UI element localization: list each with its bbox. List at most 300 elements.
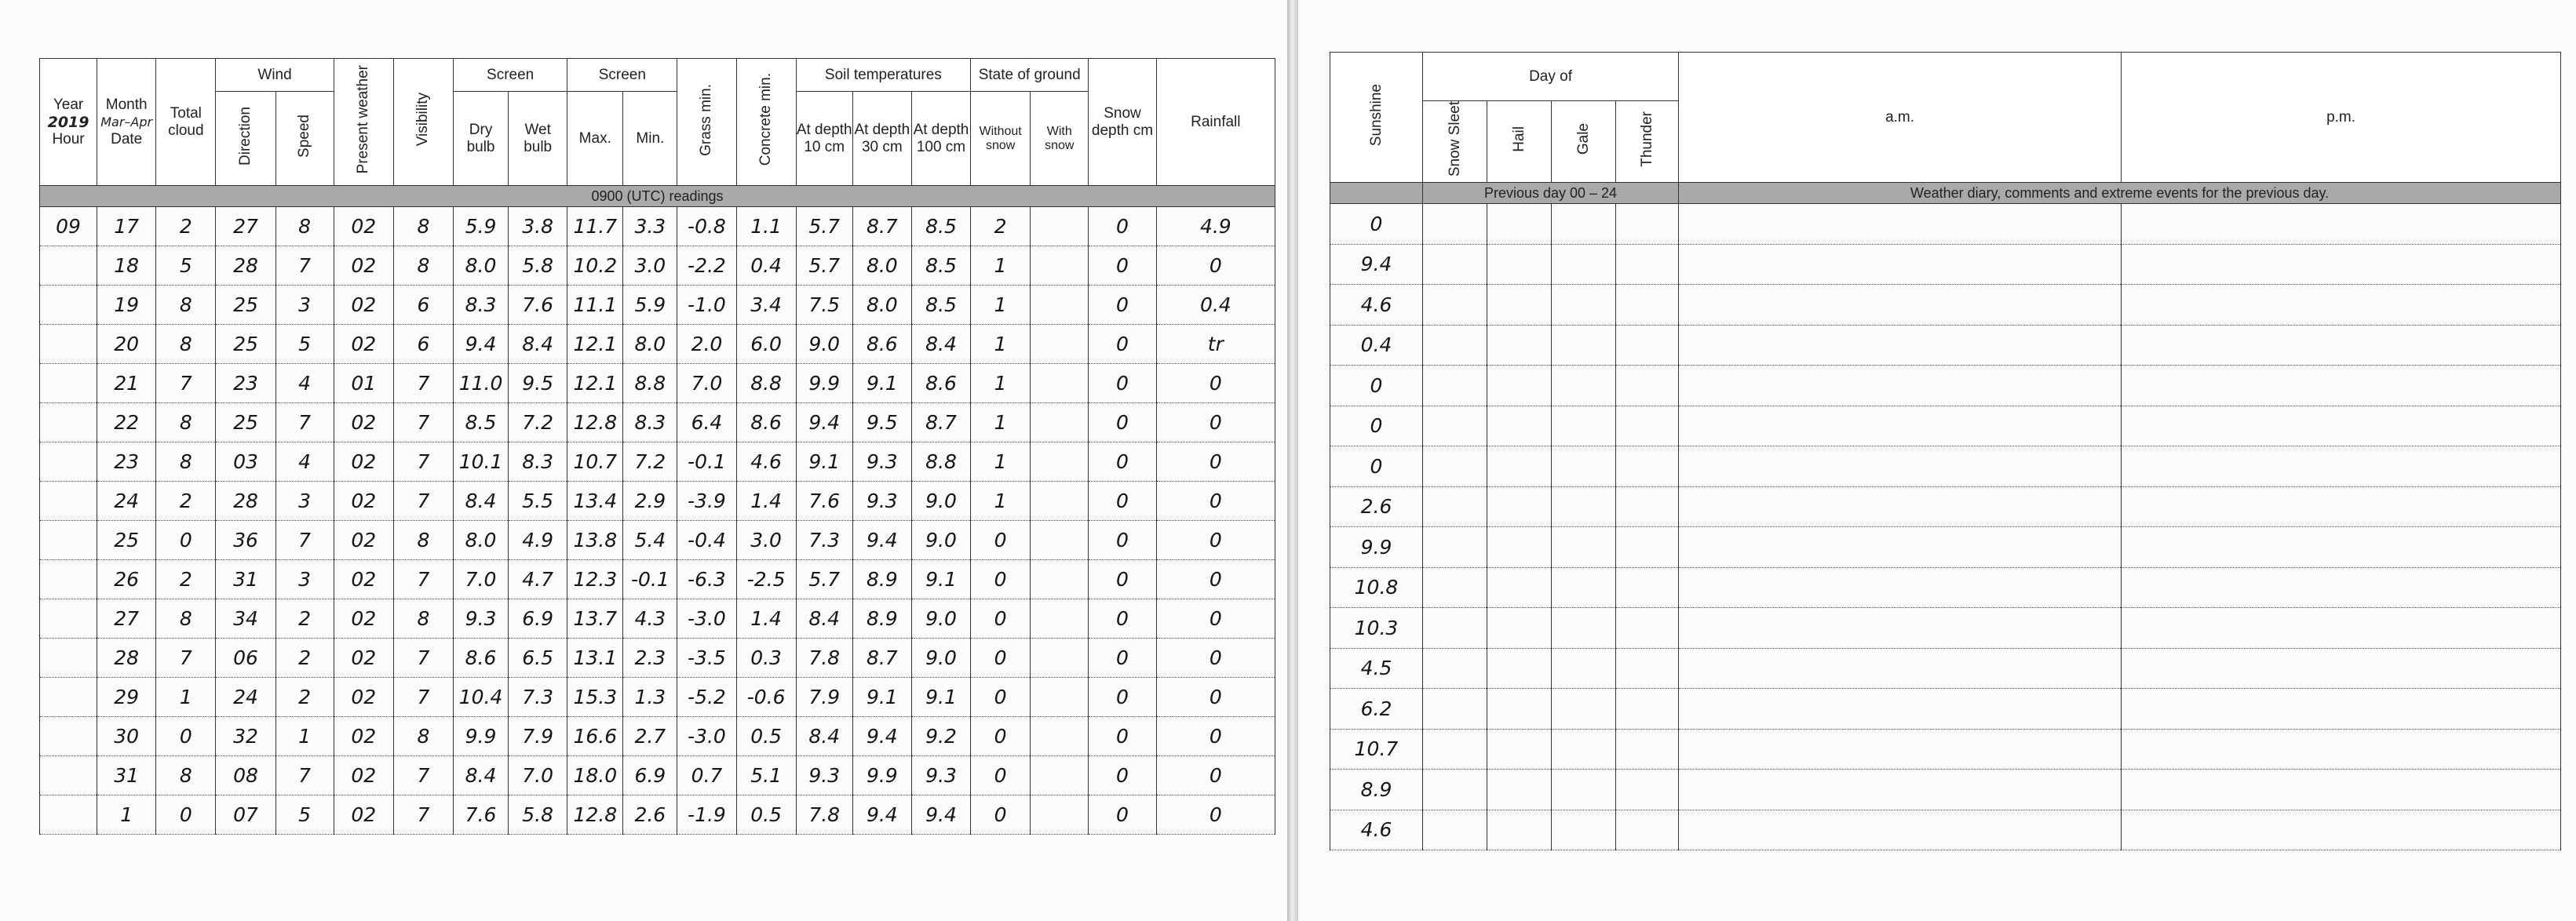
wind-direction-cell: 25: [216, 286, 275, 325]
snow-depth-cell: 0: [1089, 560, 1156, 599]
am-notes-cell: [1679, 406, 2122, 446]
present-weather-cell: 02: [334, 795, 393, 835]
soil-30cm-cell: 9.9: [852, 756, 911, 795]
total-cloud-cell: 0: [156, 717, 216, 756]
date-cell: 20: [97, 325, 156, 364]
with-snow-cell: [1031, 599, 1089, 639]
concrete-min-header: [736, 59, 796, 186]
year-hour-header: [40, 59, 97, 186]
min-cell: 2.7: [623, 717, 677, 756]
gale-cell: [1552, 446, 1616, 487]
total-cloud-cell: 2: [156, 482, 216, 521]
wind-direction-cell: 03: [216, 442, 275, 482]
soil-100cm-cell: 9.3: [911, 756, 970, 795]
concrete-min-cell: 8.8: [736, 364, 796, 403]
visibility-cell: 7: [393, 795, 453, 835]
depth-100cm-header: At depth 100 cm: [911, 92, 970, 186]
present-weather-header: [334, 59, 393, 186]
table-row: [40, 403, 1275, 442]
sunshine-label: Sunshine: [1367, 83, 1385, 147]
soil-100cm-cell: 9.0: [911, 482, 970, 521]
snow-sleet-cell: [1423, 810, 1487, 850]
min-cell: 3.3: [623, 207, 677, 246]
visibility-cell: 7: [393, 364, 453, 403]
dry-bulb-cell: 8.5: [454, 403, 509, 442]
wind-direction-cell: 24: [216, 678, 275, 717]
max-cell: 10.2: [567, 246, 623, 286]
present-weather-cell: 02: [334, 207, 393, 246]
present-weather-cell: 02: [334, 717, 393, 756]
with-snow-cell: [1031, 364, 1089, 403]
snow-depth-cell: 0: [1089, 717, 1156, 756]
wet-bulb-cell: 4.7: [509, 560, 567, 599]
present-weather-cell: 02: [334, 403, 393, 442]
hour-cell: 09: [40, 207, 97, 246]
gale-cell: [1552, 325, 1616, 366]
soil-100cm-cell: 9.0: [911, 521, 970, 560]
table-row: [1330, 486, 2561, 527]
grass-min-cell: 6.4: [677, 403, 736, 442]
snow-depth-cell: 0: [1089, 246, 1156, 286]
snow-depth-cell: 0: [1089, 403, 1156, 442]
concrete-min-label: Concrete min.: [757, 73, 775, 166]
max-cell: 13.4: [567, 482, 623, 521]
soil-100cm-cell: 8.4: [911, 325, 970, 364]
wind-direction-cell: 25: [216, 325, 275, 364]
sunshine-cell: 0.4: [1330, 325, 1423, 366]
present-weather-cell: 02: [334, 325, 393, 364]
min-cell: 8.0: [623, 325, 677, 364]
wind-direction-cell: 34: [216, 599, 275, 639]
wet-bulb-cell: 7.9: [509, 717, 567, 756]
hail-header: [1487, 101, 1552, 183]
am-notes-cell: [1679, 770, 2122, 810]
concrete-min-cell: 1.4: [736, 482, 796, 521]
am-notes-cell: [1679, 729, 2122, 770]
pm-notes-cell: [2122, 527, 2561, 568]
sunshine-cell: 4.6: [1330, 810, 1423, 850]
present-weather-cell: 02: [334, 560, 393, 599]
hour-cell: [40, 403, 97, 442]
depth-30cm-header: At depth 30 cm: [852, 92, 911, 186]
hour-cell: [40, 678, 97, 717]
with-snow-cell: [1031, 678, 1089, 717]
sunshine-cell: 8.9: [1330, 770, 1423, 810]
visibility-cell: 7: [393, 639, 453, 678]
hour-cell: [40, 482, 97, 521]
hour-label: Hour: [52, 130, 85, 147]
soil-100cm-cell: 9.0: [911, 639, 970, 678]
total-cloud-cell: 8: [156, 442, 216, 482]
snow-sleet-cell: [1423, 770, 1487, 810]
grass-min-cell: -0.8: [677, 207, 736, 246]
max-cell: 12.1: [567, 325, 623, 364]
snow-depth-cell: 0: [1089, 442, 1156, 482]
pm-notes-cell: [2122, 729, 2561, 770]
gale-cell: [1552, 729, 1616, 770]
hail-cell: [1487, 406, 1552, 446]
depth-10cm-header: At depth 10 cm: [796, 92, 852, 186]
rainfall-cell: 0: [1156, 678, 1275, 717]
hail-label: Hail: [1510, 126, 1527, 152]
thunder-cell: [1616, 648, 1679, 689]
total-cloud-cell: 8: [156, 325, 216, 364]
grass-min-cell: 0.7: [677, 756, 736, 795]
total-cloud-cell: 8: [156, 403, 216, 442]
soil-30cm-cell: 9.4: [852, 521, 911, 560]
grass-min-cell: 2.0: [677, 325, 736, 364]
screen-maxmin-header: Screen: [567, 59, 677, 92]
pm-notes-cell: [2122, 608, 2561, 649]
table-row: [40, 560, 1275, 599]
visibility-cell: 8: [393, 207, 453, 246]
date-cell: 23: [97, 442, 156, 482]
concrete-min-cell: 1.1: [736, 207, 796, 246]
wet-bulb-cell: 7.3: [509, 678, 567, 717]
without-snow-cell: 1: [971, 246, 1031, 286]
previous-day-band: [1423, 183, 1679, 204]
am-notes-cell: [1679, 810, 2122, 850]
snow-sleet-cell: [1423, 648, 1487, 689]
daily-readings-table: [39, 58, 1275, 835]
wind-speed-cell: 1: [275, 717, 334, 756]
without-snow-cell: 0: [971, 717, 1031, 756]
pm-notes-cell: [2122, 648, 2561, 689]
date-cell: 22: [97, 403, 156, 442]
hour-cell: [40, 246, 97, 286]
gale-cell: [1552, 406, 1616, 446]
wind-direction-cell: 31: [216, 560, 275, 599]
pm-notes-cell: [2122, 770, 2561, 810]
wind-direction-header: [216, 92, 275, 186]
sunshine-cell: 10.7: [1330, 729, 1423, 770]
rainfall-cell: 0: [1156, 599, 1275, 639]
visibility-cell: 6: [393, 325, 453, 364]
snow-sleet-cell: [1423, 446, 1487, 487]
total-cloud-cell: 5: [156, 246, 216, 286]
wet-bulb-cell: 9.5: [509, 364, 567, 403]
date-cell: 31: [97, 756, 156, 795]
gale-cell: [1552, 648, 1616, 689]
total-cloud-cell: 7: [156, 639, 216, 678]
hail-cell: [1487, 770, 1552, 810]
max-cell: 13.8: [567, 521, 623, 560]
table-row: [1330, 204, 2561, 245]
diary-label: Weather diary, comments and extreme events for the previous day.: [1910, 185, 2330, 201]
snow-sleet-cell: [1423, 689, 1487, 730]
year-label: Year: [53, 96, 84, 113]
gale-cell: [1552, 486, 1616, 527]
table-row: [40, 482, 1275, 521]
min-header: Min.: [623, 92, 677, 186]
present-weather-cell: 02: [334, 521, 393, 560]
hail-cell: [1487, 648, 1552, 689]
soil-30cm-cell: 8.7: [852, 639, 911, 678]
gale-cell: [1552, 204, 1616, 245]
soil-10cm-cell: 7.8: [796, 639, 852, 678]
concrete-min-cell: 8.6: [736, 403, 796, 442]
snow-sleet-cell: [1423, 486, 1487, 527]
soil-100cm-cell: 8.5: [911, 246, 970, 286]
soil-30cm-cell: 9.3: [852, 482, 911, 521]
date-cell: 17: [97, 207, 156, 246]
soil-100cm-cell: 8.5: [911, 207, 970, 246]
concrete-min-cell: -0.6: [736, 678, 796, 717]
without-snow-cell: 1: [971, 482, 1031, 521]
wind-speed-cell: 7: [275, 756, 334, 795]
wet-bulb-header: Wet bulb: [509, 92, 567, 186]
visibility-cell: 8: [393, 246, 453, 286]
wind-speed-cell: 3: [275, 482, 334, 521]
grass-min-cell: -1.9: [677, 795, 736, 835]
pm-notes-cell: [2122, 689, 2561, 730]
wind-direction-cell: 28: [216, 482, 275, 521]
min-cell: 2.6: [623, 795, 677, 835]
table-row: [40, 639, 1275, 678]
sunshine-cell: 4.5: [1330, 648, 1423, 689]
hour-cell: [40, 286, 97, 325]
max-cell: 15.3: [567, 678, 623, 717]
present-weather-cell: 02: [334, 246, 393, 286]
soil-10cm-cell: 9.9: [796, 364, 852, 403]
wet-bulb-cell: 5.8: [509, 246, 567, 286]
dry-bulb-cell: 8.4: [454, 756, 509, 795]
soil-30cm-cell: 9.1: [852, 364, 911, 403]
hour-cell: [40, 325, 97, 364]
wet-bulb-cell: 7.0: [509, 756, 567, 795]
visibility-cell: 7: [393, 756, 453, 795]
table-row: [40, 364, 1275, 403]
table-row: [40, 521, 1275, 560]
soil-10cm-cell: 7.5: [796, 286, 852, 325]
hour-cell: [40, 717, 97, 756]
wind-speed-cell: 2: [275, 678, 334, 717]
soil-10cm-cell: 5.7: [796, 246, 852, 286]
max-cell: 13.7: [567, 599, 623, 639]
am-notes-cell: [1679, 567, 2122, 608]
total-cloud-cell: 8: [156, 599, 216, 639]
wind-direction-cell: 06: [216, 639, 275, 678]
grass-min-cell: 7.0: [677, 364, 736, 403]
max-cell: 16.6: [567, 717, 623, 756]
rainfall-header: Rainfall: [1156, 59, 1275, 186]
wet-bulb-cell: 6.9: [509, 599, 567, 639]
thunder-label: Thunder: [1638, 111, 1655, 167]
soil-10cm-cell: 7.6: [796, 482, 852, 521]
am-notes-cell: [1679, 325, 2122, 366]
grass-min-cell: -3.0: [677, 599, 736, 639]
sunshine-cell: 4.6: [1330, 285, 1423, 326]
min-cell: 8.3: [623, 403, 677, 442]
am-notes-cell: [1679, 689, 2122, 730]
gale-header: [1552, 101, 1616, 183]
wind-direction-cell: 32: [216, 717, 275, 756]
thunder-cell: [1616, 366, 1679, 406]
gale-cell: [1552, 527, 1616, 568]
pm-notes-cell: [2122, 567, 2561, 608]
soil-10cm-cell: 8.4: [796, 599, 852, 639]
pm-notes-cell: [2122, 486, 2561, 527]
without-snow-cell: 0: [971, 795, 1031, 835]
max-cell: 12.1: [567, 364, 623, 403]
min-cell: 2.3: [623, 639, 677, 678]
soil-100cm-cell: 8.5: [911, 286, 970, 325]
soil-30cm-cell: 9.4: [852, 717, 911, 756]
pm-notes-cell: [2122, 810, 2561, 850]
wet-bulb-cell: 7.2: [509, 403, 567, 442]
min-cell: 1.3: [623, 678, 677, 717]
with-snow-cell: [1031, 639, 1089, 678]
max-cell: 10.7: [567, 442, 623, 482]
total-cloud-header: Total cloud: [156, 59, 216, 186]
wind-direction-cell: 28: [216, 246, 275, 286]
present-weather-cell: 02: [334, 599, 393, 639]
sunshine-cell: 9.4: [1330, 244, 1423, 285]
hour-cell: [40, 639, 97, 678]
with-snow-cell: [1031, 521, 1089, 560]
wet-bulb-cell: 8.4: [509, 325, 567, 364]
with-snow-cell: [1031, 795, 1089, 835]
hour-cell: [40, 521, 97, 560]
hour-cell: [40, 364, 97, 403]
pm-notes-cell: [2122, 325, 2561, 366]
left-page: [0, 0, 1287, 921]
snow-sleet-cell: [1423, 204, 1487, 245]
wet-bulb-cell: 6.5: [509, 639, 567, 678]
gale-cell: [1552, 608, 1616, 649]
rainfall-cell: 0: [1156, 521, 1275, 560]
visibility-cell: 8: [393, 521, 453, 560]
max-cell: 11.7: [567, 207, 623, 246]
month-value: Mar–Apr: [100, 114, 153, 129]
min-cell: 4.3: [623, 599, 677, 639]
thunder-cell: [1616, 567, 1679, 608]
table-row: [1330, 446, 2561, 487]
min-cell: 5.9: [623, 286, 677, 325]
thunder-cell: [1616, 608, 1679, 649]
date-cell: 25: [97, 521, 156, 560]
wind-speed-header: [275, 92, 334, 186]
grass-min-cell: -3.0: [677, 717, 736, 756]
hail-cell: [1487, 366, 1552, 406]
soil-10cm-cell: 9.1: [796, 442, 852, 482]
pm-notes-cell: [2122, 366, 2561, 406]
thunder-cell: [1616, 446, 1679, 487]
pm-notes-cell: [2122, 244, 2561, 285]
visibility-cell: 7: [393, 482, 453, 521]
concrete-min-cell: 3.0: [736, 521, 796, 560]
visibility-cell: 7: [393, 678, 453, 717]
gale-cell: [1552, 567, 1616, 608]
pm-header: p.m.: [2122, 53, 2561, 183]
date-label: Date: [111, 130, 143, 147]
without-snow-cell: 1: [971, 325, 1031, 364]
soil-10cm-cell: 5.7: [796, 560, 852, 599]
thunder-cell: [1616, 770, 1679, 810]
with-snow-cell: [1031, 560, 1089, 599]
concrete-min-cell: 0.3: [736, 639, 796, 678]
book-spine: [1287, 0, 1298, 921]
concrete-min-cell: 0.4: [736, 246, 796, 286]
dry-bulb-cell: 10.1: [454, 442, 509, 482]
hail-cell: [1487, 810, 1552, 850]
min-cell: 5.4: [623, 521, 677, 560]
snow-sleet-cell: [1423, 527, 1487, 568]
with-snow-cell: [1031, 442, 1089, 482]
total-cloud-cell: 2: [156, 560, 216, 599]
table-row: [1330, 366, 2561, 406]
date-cell: 24: [97, 482, 156, 521]
hail-cell: [1487, 244, 1552, 285]
wind-speed-cell: 4: [275, 442, 334, 482]
soil-100cm-cell: 9.4: [911, 795, 970, 835]
diary-band: [1679, 183, 2561, 204]
present-weather-cell: 02: [334, 286, 393, 325]
sunshine-header: [1330, 53, 1423, 183]
present-weather-cell: 02: [334, 678, 393, 717]
table-row: [40, 246, 1275, 286]
soil-100cm-cell: 8.7: [911, 403, 970, 442]
soil-10cm-cell: 9.4: [796, 403, 852, 442]
without-snow-cell: 1: [971, 286, 1031, 325]
date-cell: 21: [97, 364, 156, 403]
max-cell: 12.8: [567, 403, 623, 442]
rainfall-cell: tr: [1156, 325, 1275, 364]
wet-bulb-cell: 5.5: [509, 482, 567, 521]
date-cell: 28: [97, 639, 156, 678]
wet-bulb-cell: 4.9: [509, 521, 567, 560]
thunder-cell: [1616, 285, 1679, 326]
without-snow-cell: 2: [971, 207, 1031, 246]
soil-30cm-cell: 9.4: [852, 795, 911, 835]
hail-cell: [1487, 325, 1552, 366]
table-row: [1330, 770, 2561, 810]
concrete-min-cell: 1.4: [736, 599, 796, 639]
hail-cell: [1487, 567, 1552, 608]
soil-30cm-cell: 8.0: [852, 246, 911, 286]
rainfall-cell: 0: [1156, 639, 1275, 678]
dry-bulb-cell: 9.9: [454, 717, 509, 756]
wind-speed-cell: 7: [275, 403, 334, 442]
wind-speed-cell: 2: [275, 639, 334, 678]
dry-bulb-cell: 9.3: [454, 599, 509, 639]
date-cell: 29: [97, 678, 156, 717]
soil-30cm-cell: 8.9: [852, 599, 911, 639]
with-snow-cell: [1031, 717, 1089, 756]
thunder-cell: [1616, 486, 1679, 527]
with-snow-cell: [1031, 325, 1089, 364]
snow-sleet-cell: [1423, 729, 1487, 770]
am-notes-cell: [1679, 366, 2122, 406]
without-snow-cell: 0: [971, 678, 1031, 717]
visibility-label: Visibility: [414, 93, 432, 147]
thunder-header: [1616, 101, 1679, 183]
hail-cell: [1487, 729, 1552, 770]
hail-cell: [1487, 608, 1552, 649]
soil-10cm-cell: 9.0: [796, 325, 852, 364]
concrete-min-cell: 0.5: [736, 717, 796, 756]
thunder-cell: [1616, 325, 1679, 366]
rainfall-cell: 0.4: [1156, 286, 1275, 325]
snow-depth-cell: 0: [1089, 599, 1156, 639]
visibility-cell: 6: [393, 286, 453, 325]
hour-cell: [40, 560, 97, 599]
grass-min-cell: -2.2: [677, 246, 736, 286]
total-cloud-cell: 7: [156, 364, 216, 403]
soil-10cm-cell: 5.7: [796, 207, 852, 246]
snow-sleet-cell: [1423, 608, 1487, 649]
without-snow-cell: 0: [971, 560, 1031, 599]
